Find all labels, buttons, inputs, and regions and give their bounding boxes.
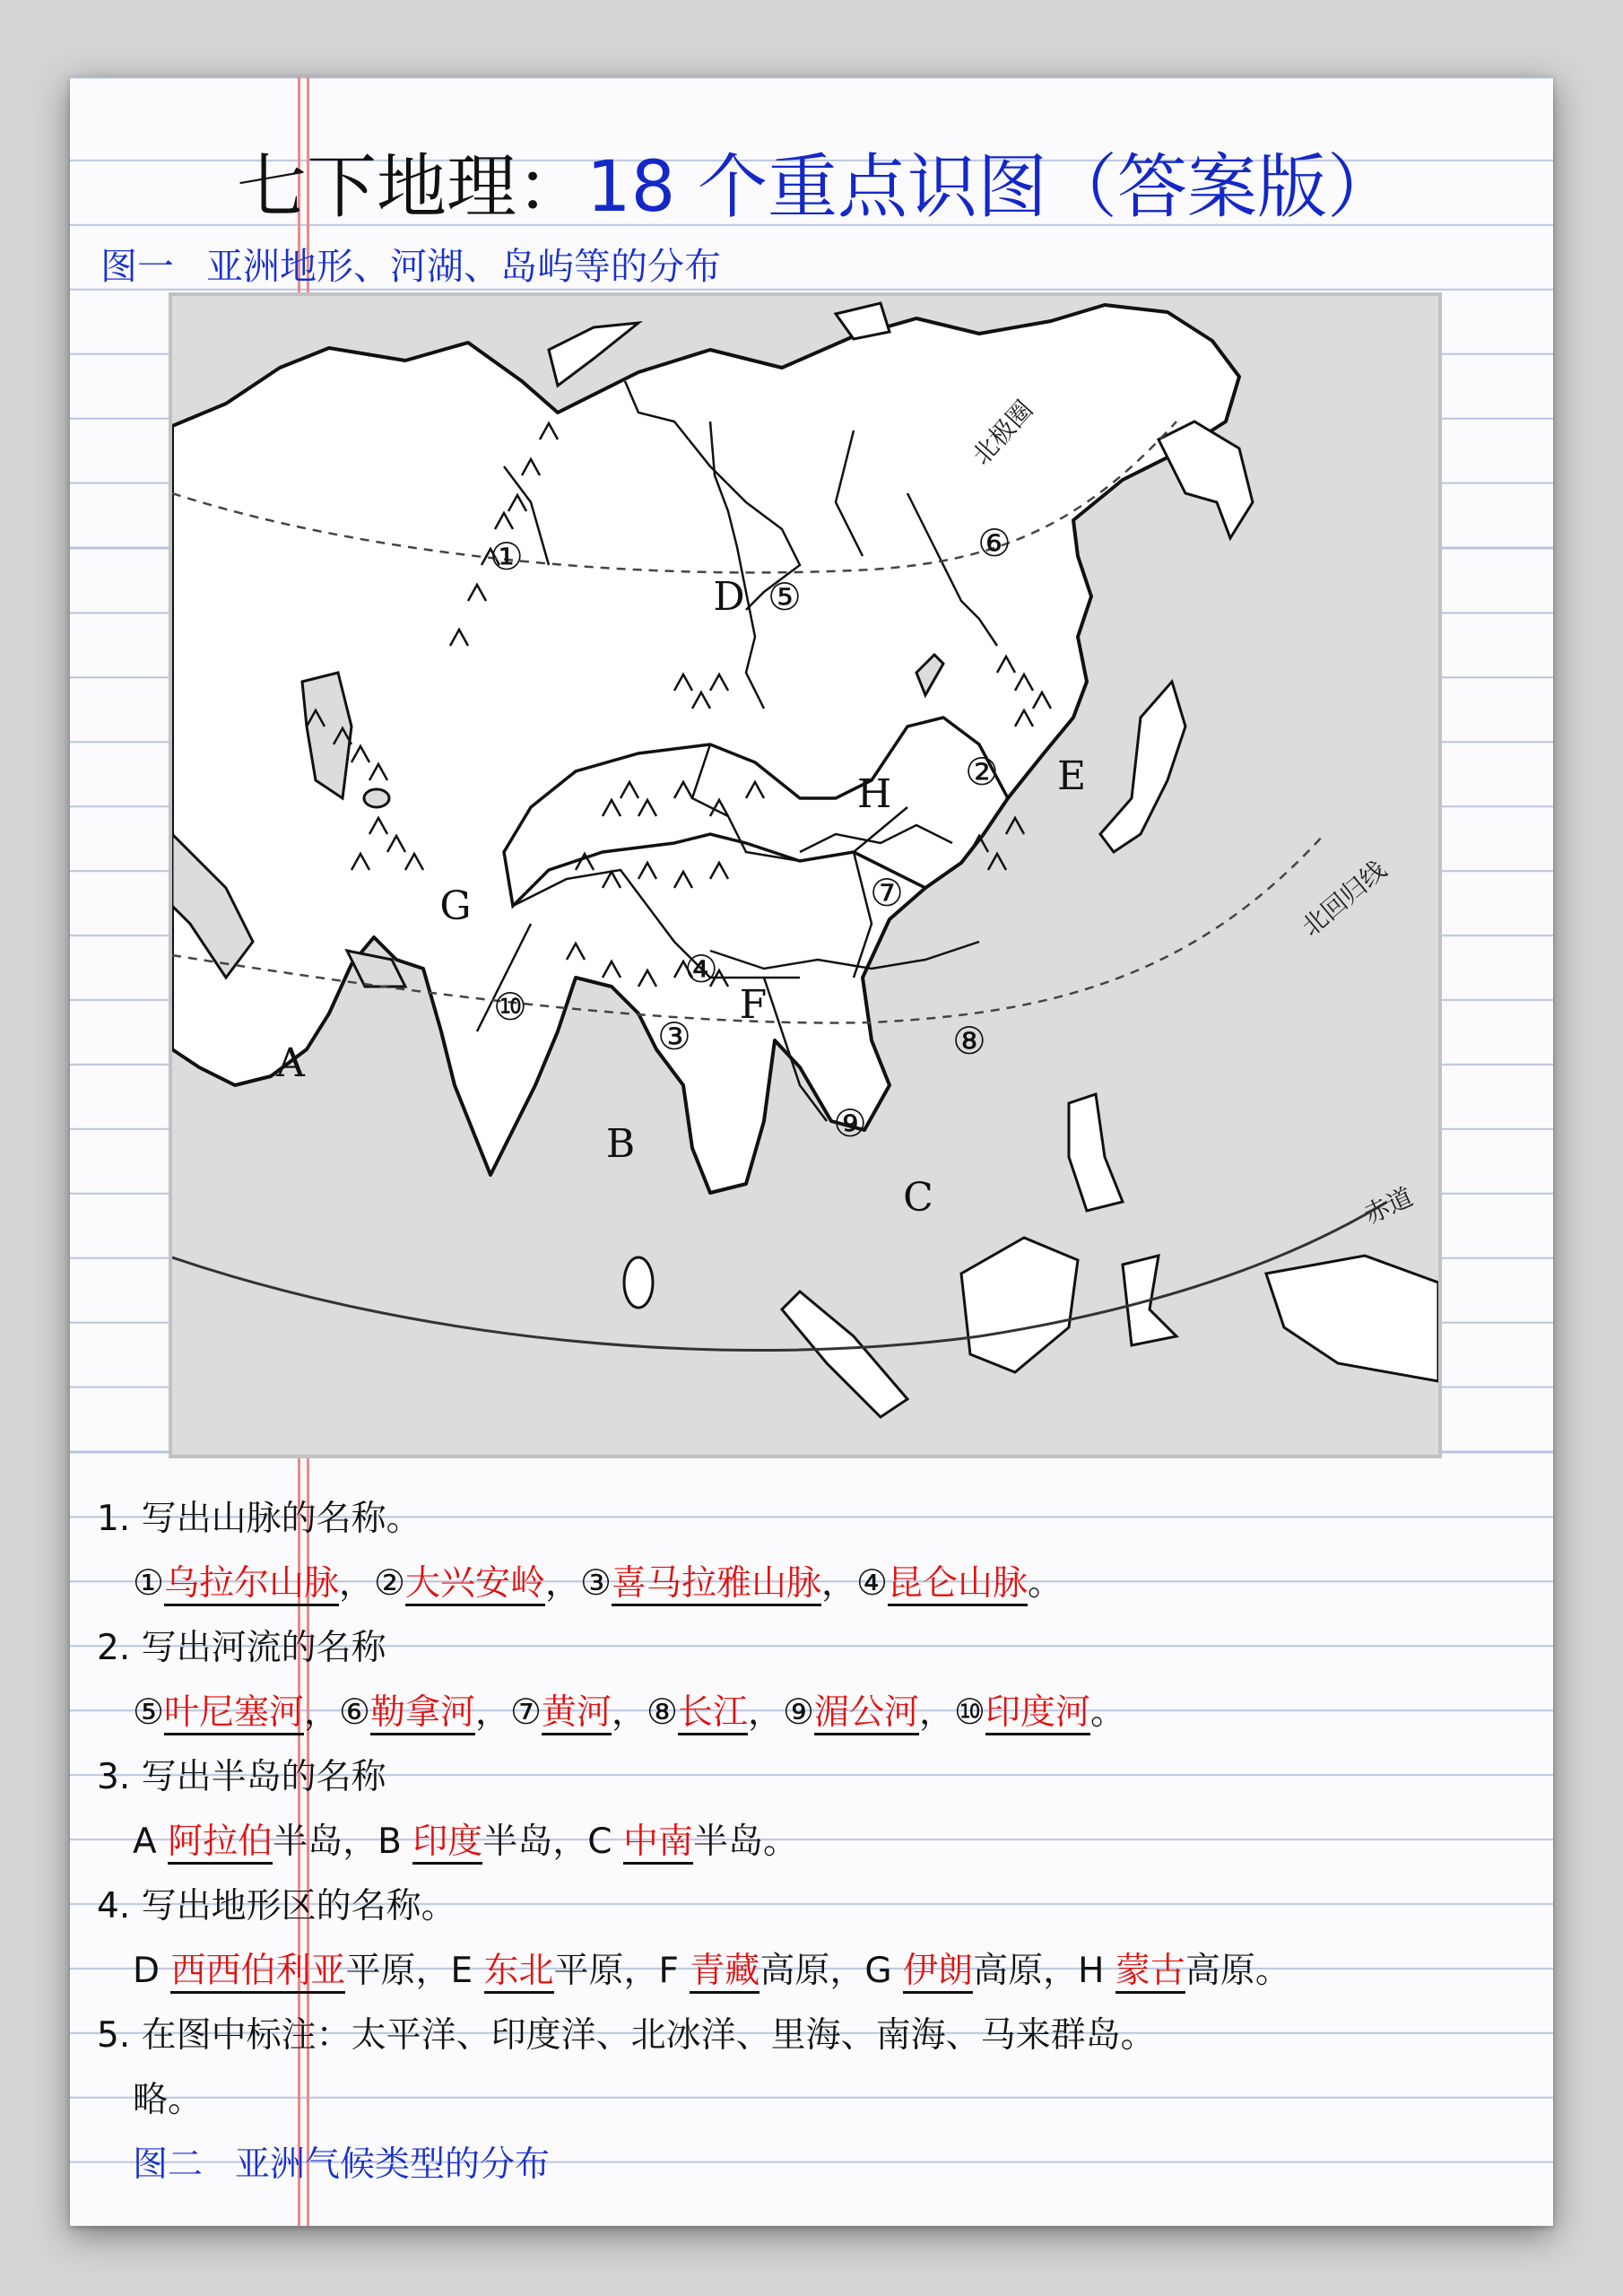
answer-field: 勒拿河 [370,1692,475,1735]
separator: ， [611,1692,647,1733]
letter-g: G [439,883,472,929]
letter-label: F [658,1951,690,1991]
suffix-text: 平原， [553,1951,659,1991]
figure-2-label: 图二 [133,2144,204,2185]
marker-label: ② [374,1563,405,1604]
question-number: 1. [97,1499,131,1539]
marker-10: ⑩ [493,985,527,1029]
marker-label: ⑧ [647,1692,678,1733]
title-main: 七下地理： [237,147,587,228]
marker-label: ⑤ [133,1692,164,1733]
marker-4: ④ [684,947,718,991]
separator: ， [338,1563,374,1604]
tropic-of-cancer-label: 北回归线 [1296,855,1393,943]
answer-field: 阿拉伯 [168,1822,273,1865]
questions-section [97,1487,1532,2197]
equator-label: 赤道 [1359,1181,1418,1231]
separator: ， [474,1692,510,1733]
letter-e: E [1056,753,1087,799]
suffix-text: 高原。 [1185,1951,1290,1991]
letter-label: D [133,1951,171,1991]
question-number: 3. [97,1757,131,1797]
answer-field: 长江 [678,1692,748,1735]
question-text: 写出半岛的名称 [141,1757,386,1797]
letter-b: B [605,1121,636,1167]
letter-d: D [713,574,745,620]
answer-4 [97,1939,1532,2004]
title-highlight: 18 个重点识图（答案版） [586,147,1398,228]
marker-label: ④ [856,1563,888,1604]
marker-label: ⑥ [339,1692,370,1733]
suffix-text: 半岛， [482,1822,588,1862]
answer-3 [97,1810,1532,1874]
question-text: 写出地形区的名称。 [141,1886,456,1926]
letter-label: A [133,1822,169,1862]
figure-1-caption [100,237,721,290]
letter-c: C [903,1175,933,1221]
sri-lanka [624,1257,653,1308]
question-text: 在图中标注：太平洋、印度洋、北冰洋、里海、南海、马来群岛。 [141,2015,1156,2056]
figure-1-label: 图一 [100,245,174,288]
separator: ， [303,1692,339,1733]
answer-field: 青藏 [690,1951,759,1994]
suffix-text: 平原， [345,1951,451,1991]
question-5 [97,2004,1532,2068]
answer-2 [97,1681,1532,1745]
letter-label: G [864,1951,904,1991]
answer-field: 印度 [412,1822,482,1865]
answer-5 [97,2068,1532,2133]
suffix-text: 高原， [759,1951,865,1991]
answer-field: 蒙古 [1115,1951,1185,1994]
marker-label: ⑦ [510,1692,542,1733]
marker-label: ③ [580,1563,612,1604]
answer-field: 大兴安岭 [405,1563,545,1606]
marker-label: ⑩ [954,1692,985,1733]
letter-f: F [739,982,768,1028]
marker-8: ⑧ [952,1019,986,1063]
marker-label: ① [133,1563,164,1604]
question-2 [97,1616,1532,1681]
question-text: 写出河流的名称 [141,1628,386,1668]
marker-7: ⑦ [870,871,904,915]
answer-field: 黄河 [542,1692,612,1735]
marker-3: ③ [657,1014,691,1058]
figure-2-caption [97,2133,1532,2197]
marker-9: ⑨ [833,1101,867,1145]
letter-label: B [378,1822,413,1862]
notebook-page [70,77,1553,2226]
suffix-text: 半岛。 [692,1822,798,1862]
letter-label: E [450,1951,484,1991]
answer-field: 喜马拉雅山脉 [612,1563,821,1606]
asia-map [169,292,1442,1458]
question-number: 5. [97,2015,131,2056]
answer-field: 印度河 [985,1692,1090,1735]
question-1 [97,1487,1532,1552]
question-number: 2. [97,1628,131,1668]
arctic-circle-label: 北极圈 [966,395,1039,471]
separator: 。 [1027,1563,1063,1604]
figure-2-title: 亚洲气候类型的分布 [235,2144,551,2185]
answer-field: 中南 [623,1822,693,1865]
suffix-text: 半岛， [273,1822,378,1862]
marker-6: ⑥ [977,521,1011,565]
marker-5: ⑤ [768,575,802,619]
separator: ， [918,1692,954,1733]
question-number: 4. [97,1886,131,1926]
letter-label: H [1078,1951,1115,1991]
answer-field: 东北 [484,1951,554,1994]
marker-2: ② [965,750,999,794]
marker-label: ⑨ [783,1692,814,1733]
letter-a: A [276,1040,305,1086]
answer-field: 昆仑山脉 [888,1563,1028,1606]
separator: ， [747,1692,783,1733]
answer-text: 略。 [133,2080,204,2120]
suffix-text: 高原， [973,1951,1079,1991]
question-text: 写出山脉的名称。 [141,1499,421,1539]
letter-label: C [587,1822,623,1862]
figure-1-title: 亚洲地形、河湖、岛屿等的分布 [206,245,721,288]
answer-field: 乌拉尔山脉 [164,1563,339,1606]
answer-field: 湄公河 [814,1692,919,1735]
answer-field: 伊朗 [903,1951,973,1994]
separator: ， [544,1563,580,1604]
letter-h: H [856,771,892,817]
answer-field: 叶尼塞河 [164,1692,304,1735]
question-3 [97,1745,1532,1810]
page-title [237,131,1397,231]
aral-sea [364,789,389,807]
answer-1 [97,1552,1532,1616]
separator: 。 [1089,1692,1125,1733]
separator: ， [820,1563,856,1604]
answer-field: 西西伯利亚 [170,1951,345,1994]
marker-1: ① [490,535,524,578]
question-4 [97,1874,1532,1939]
